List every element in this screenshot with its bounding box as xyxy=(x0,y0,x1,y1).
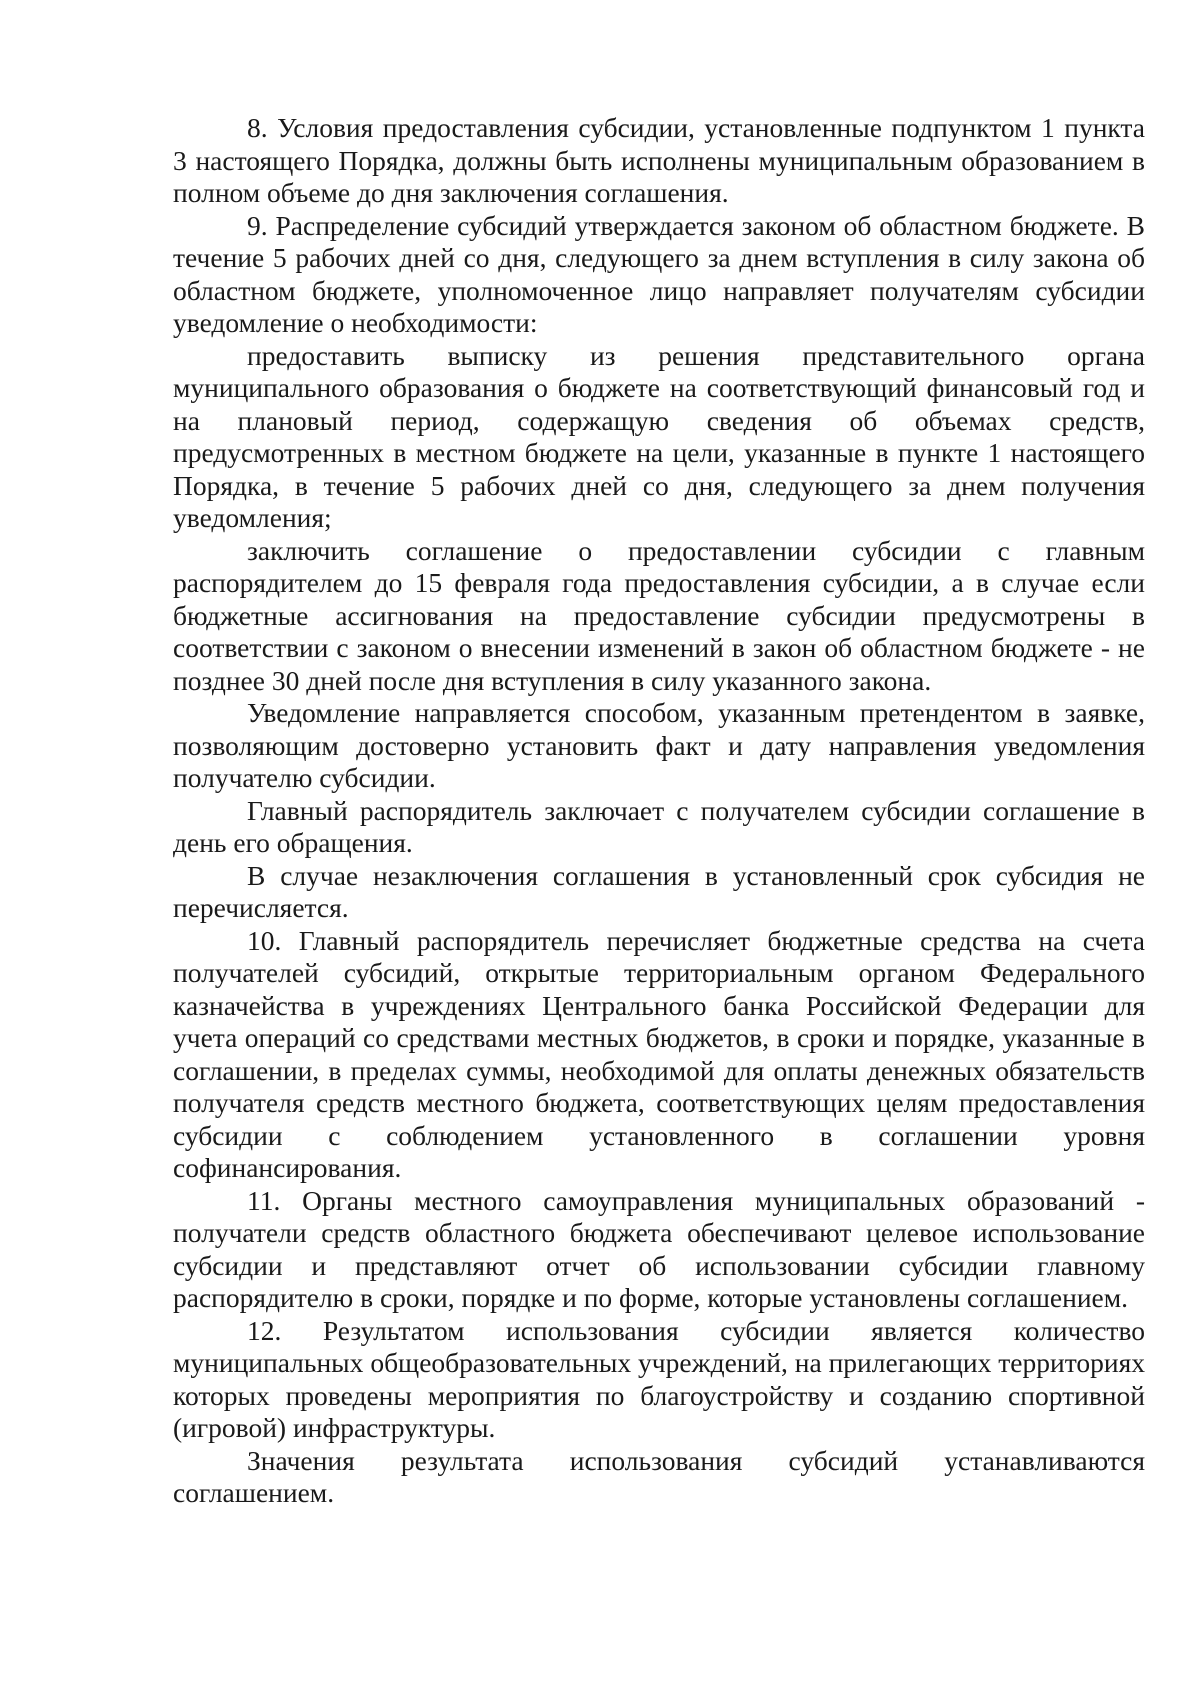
paragraph-10: 10. Главный распорядитель перечисляет бюджетные средства на счета получателей субсидий, открытые территориальным органом Федерального казначейства в учреждениях Центрального банка Российской Федерации для учета операций со средствами местных бюджетов, в сроки и порядке, указанные в соглашении, в пределах суммы, необходимой для оплаты денежных обязательств получателя средств местного бюджета, соответствующих целям предоставления субсидии с соблюдением установленного в соглашении уровня софинансирования. xyxy=(173,924,1145,1183)
paragraph-agreement-day: Главный распорядитель заключает с получателем субсидии соглашение в день его обращения. xyxy=(173,794,1145,858)
paragraph-result-values: Значения результата использования субсидий устанавливаются соглашением. xyxy=(173,1444,1145,1508)
paragraph-8: 8. Условия предоставления субсидии, установленные подпунктом 1 пункта 3 настоящего Порядка, должны быть исполнены муниципальным образованием в полном объеме до дня заключения соглашения. xyxy=(173,112,1145,208)
paragraph-9: 9. Распределение субсидий утверждается законом об областном бюджете. В течение 5 рабочих дней со дня, следующего за днем вступления в силу закона об областном бюджете, уполномоченное лицо направляет получателям субсидии уведомление о необходимости: xyxy=(173,209,1145,338)
paragraph-9-item-extract: предоставить выписку из решения представительного органа муниципального образования о бюджете на соответствующий финансовый год и на плановый период, содержащую сведения об объемах средств, предусмотренных в местном бюджете на цели, указанные в пункте 1 настоящего Порядка, в течение 5 рабочих дней со дня, следующего за днем получения уведомления; xyxy=(173,339,1145,533)
paragraph-12: 12. Результатом использования субсидии является количество муниципальных общеобразовательных учреждений, на прилегающих территориях которых проведены мероприятия по благоустройству и созданию спортивной (игровой) инфраструктуры. xyxy=(173,1314,1145,1443)
paragraph-notification: Уведомление направляется способом, указанным претендентом в заявке, позволяющим достоверно установить факт и дату направления уведомления получателю субсидии. xyxy=(173,697,1145,793)
document-page xyxy=(173,112,1145,1510)
paragraph-no-agreement: В случае незаключения соглашения в установленный срок субсидия не перечисляется. xyxy=(173,859,1145,923)
paragraph-9-item-agreement: заключить соглашение о предоставлении субсидии с главным распорядителем до 15 февраля года предоставления субсидии, а в случае если бюджетные ассигнования на предоставление субсидии предусмотрены в соответствии с законом о внесении изменений в закон об областном бюджете - не позднее 30 дней после дня вступления в силу указанного закона. xyxy=(173,534,1145,696)
paragraph-11: 11. Органы местного самоуправления муниципальных образований - получатели средств областного бюджета обеспечивают целевое использование субсидии и представляют отчет об использовании субсидии главному распорядителю в сроки, порядке и по форме, которые установлены соглашением. xyxy=(173,1184,1145,1313)
